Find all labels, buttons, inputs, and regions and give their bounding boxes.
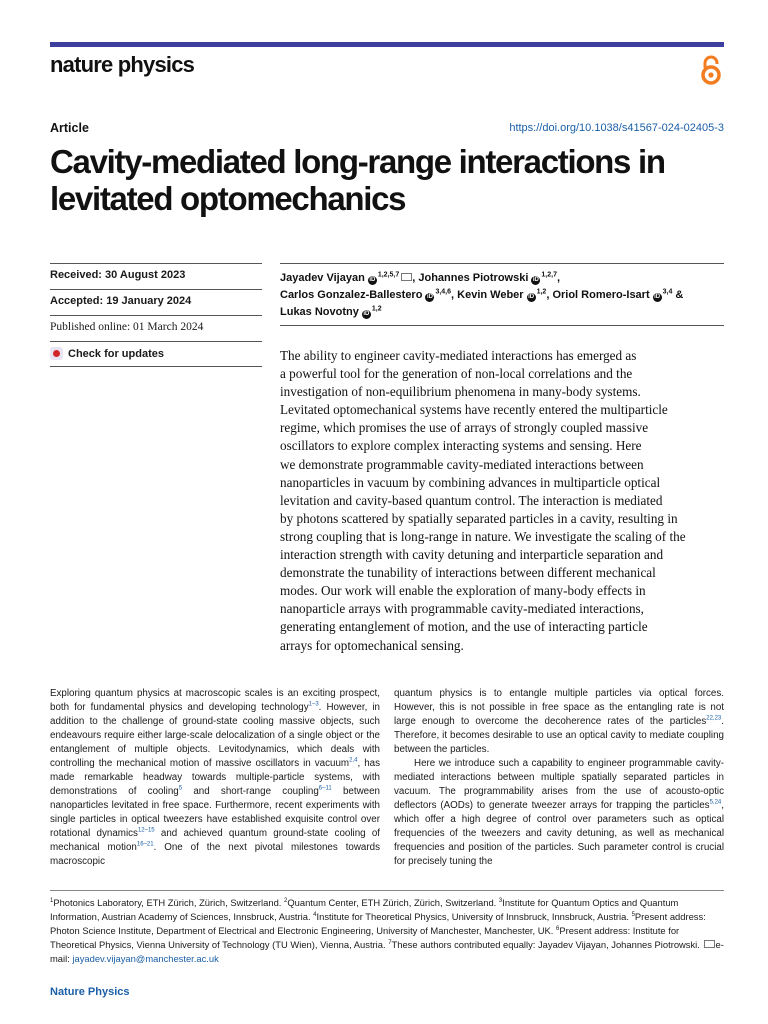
abstract-line: investigation of non-equilibrium phenomena in many-body systems.: [280, 384, 641, 400]
abstract-line: a powerful tool for the generation of non-local correlations and the: [280, 366, 633, 382]
affiliation-6: Present address: Institute for Theoretical Physics, Vienna University of Technology (TU Wien), Vienna, Austria.: [50, 925, 680, 950]
accepted-date: Accepted: 19 January 2024: [50, 289, 262, 315]
article-title: Cavity-mediated long-range interactions in levitated optomechanics: [50, 143, 665, 217]
body-paragraph: [394, 687, 724, 757]
orcid-icon[interactable]: iD: [369, 277, 376, 283]
reference-citation[interactable]: 5: [178, 785, 183, 792]
journal-name[interactable]: nature physics: [50, 52, 195, 77]
equal-contribution-note: These authors contributed equally: Jayadev Vijayan, Johannes Piotrowski.: [391, 939, 703, 950]
affiliation-2: Quantum Center, ETH Zürich, Zürich, Switzerland.: [287, 897, 499, 908]
article-metadata: [50, 263, 262, 367]
author-name[interactable]: Oriol Romero-Isart: [552, 289, 650, 301]
body-column-right: [394, 687, 724, 869]
author-name[interactable]: Kevin Weber: [457, 289, 524, 301]
affiliation-3: Institute for Quantum Optics and Quantum Information, Austrian Academy of Sciences, Innsbruck, Austria.: [50, 897, 679, 922]
abstract-line: by photons scattered by spatially separated particles in a cavity, resulting in: [280, 510, 678, 526]
affiliation-4: Institute for Theoretical Physics, University of Innsbruck, Innsbruck, Austria.: [316, 911, 632, 922]
reference-citation[interactable]: 1–3: [308, 701, 319, 708]
body-text: and short-range coupling: [182, 786, 319, 797]
body-text: Here we introduce such a capability to engineer programmable cavity-mediated interactions between multiple spatially separated particles in vacuum. The programmability arises from the use of acousto-optic deflectors (AODs) to generate tweezer arrays for trapping the particles: [394, 758, 724, 811]
abstract: [280, 347, 726, 655]
affiliation-1: Photonics Laboratory, ETH Zürich, Zürich, Switzerland.: [53, 897, 284, 908]
abstract-line: strong coupling that is long-range in nature. We investigate the scaling of the: [280, 528, 686, 544]
author-affiliation: 3,4: [662, 288, 673, 296]
journal-top-rule: [50, 42, 724, 47]
email-link[interactable]: jayadev.vijayan@manchester.ac.uk: [72, 953, 219, 964]
body-column-left: [50, 687, 380, 869]
abstract-line: modes. Our work will enable the exploration of many-body effects in: [280, 583, 646, 599]
received-date: Received: 30 August 2023: [50, 263, 262, 289]
orcid-icon[interactable]: iD: [363, 311, 370, 317]
article-type-label: Article: [50, 121, 89, 135]
abstract-line: interaction strength with cavity detuning and interparticle separation and: [280, 547, 664, 563]
body-text: . One of the next pivotal milestones towards macroscopic: [50, 842, 380, 867]
body-text: and achieved quantum ground-state cooling of mechanical motion: [50, 828, 381, 853]
body-text: Exploring quantum physics at macroscopic scales is an exciting prospect, both for fundamental physics and developing technology: [50, 688, 380, 713]
abstract-line: Levitated optomechanical systems have recently entered the multiparticle: [280, 402, 668, 418]
abstract-line: oscillators to explore complex interacting systems and sensing. Here: [280, 438, 642, 454]
open-access-icon: [698, 54, 724, 86]
email-icon: [704, 940, 715, 948]
author-name[interactable]: Carlos Gonzalez-Ballestero: [280, 289, 423, 301]
doi-link[interactable]: https://doi.org/10.1038/s41567-024-02405-3: [509, 122, 724, 134]
check-updates-label: Check for updates: [68, 347, 164, 360]
affiliation-5: Present address: Photon Science Institute, Department of Electrical and Electronic Engineering, University of Manchester, Manchester, UK.: [50, 911, 706, 936]
body-text: . However, in addition to the challenge of ground-state cooling massive objects, such endeavours require either large-scale delocalization of a single object or the entanglement of multiple objects. Levitodynamics, which deals with controlling the mechanical motion of massive oscillators in vacuum: [50, 702, 380, 769]
author-separator: ,: [451, 289, 458, 301]
published-date: Published online: 01 March 2024: [50, 315, 262, 341]
check-for-updates-button[interactable]: [50, 347, 262, 360]
reference-citation[interactable]: 16–21: [136, 841, 154, 848]
body-text: quantum physics is to entangle multiple particles via optical forces. However, this is not possible in free space as the entangling rate is not large enough to overcome the decoherence rates of the particles: [394, 688, 724, 727]
body-text: between nanoparticles levitated in free space. Furthermore, recent experiments with single particles in optical tweezers have established exquisite control over rotational dynamics: [50, 786, 381, 839]
abstract-line: regime, which promises the use of arrays of strongly coupled massive: [280, 420, 649, 436]
author-name[interactable]: Jayadev Vijayan: [280, 272, 365, 284]
body-text: , which offer a high degree of control over parameters such as optical frequencies of the tweezers and cavity detuning, as well as mechanical frequencies and position of the particles. Such parameter control is crucial for precisely tuning the: [394, 800, 724, 867]
author-affiliation: 1,2,7: [541, 271, 557, 279]
corresponding-email-icon[interactable]: [401, 273, 412, 281]
abstract-line: nanoparticle arrays with programmable cavity-mediated interactions,: [280, 601, 644, 617]
reference-citation[interactable]: 12–15: [137, 827, 155, 834]
author-name[interactable]: Johannes Piotrowski: [418, 272, 529, 284]
reference-citation[interactable]: 5,24: [709, 799, 722, 806]
reference-citation[interactable]: 22,23: [706, 715, 722, 722]
author-separator: ,: [546, 289, 553, 301]
author-name[interactable]: Lukas Novotny: [280, 306, 359, 318]
orcid-icon[interactable]: iD: [528, 294, 535, 300]
reference-citation[interactable]: 6–11: [318, 785, 332, 792]
author-separator: ,: [412, 272, 419, 284]
abstract-line: arrays for optomechanical sensing.: [280, 637, 464, 653]
orcid-icon[interactable]: iD: [654, 294, 661, 300]
check-updates-icon: [50, 347, 63, 360]
footer-journal-name[interactable]: Nature Physics: [50, 986, 130, 998]
author-affiliation: 1,2: [536, 288, 547, 296]
abstract-line: demonstrate the tunability of interactions between different mechanical: [280, 565, 656, 581]
author-affiliation: 3,4,6: [435, 288, 452, 296]
body-paragraph: [50, 687, 380, 869]
authors-divider: [280, 325, 724, 326]
orcid-icon[interactable]: iD: [532, 277, 539, 283]
abstract-line: generating entanglement of motion, and the use of interacting particle: [280, 619, 648, 635]
body-text: , has made remarkable headway towards multiple-particle systems, with demonstrations of cooling: [50, 758, 380, 797]
orcid-icon[interactable]: iD: [426, 294, 433, 300]
check-updates-row: [50, 341, 262, 367]
abstract-line: nanoparticles in vacuum by combining advances in multiparticle optical: [280, 474, 661, 490]
author-affiliation: 1,2: [371, 305, 382, 313]
author-separator: &: [672, 289, 684, 301]
footnote-rule: [50, 890, 724, 891]
affiliations-footnote: $^1$Photonics Laboratory, ETH Zürich, Zürich, Switzerland. $^2$Quantum Center, ETH Zürich, Zürich, Switzerland. $^3$Institute for Quantum Optics and Quantum Information, Austrian Academy of Sciences, Innsbruck, Austria. $^4$Institute for Theoretical Physics, University of Innsbruck, Innsbruck, Austria. $^5$Present address: Photon Science Institute, Department of Electrical and Electronic Engineering, University of Manchester, Manchester, UK. $^6$Present address: Institute for Theoretical Physics, Vienna University of Technology (TU Wien), Vienna, Austria. $^7$These authors contributed equally: Jayadev Vijayan, Johannes Piotrowski. e-mail: jayadev.vijayan@manchester.ac.uk: [50, 897, 724, 964]
author-list: [280, 263, 724, 326]
abstract-line: levitation and cavity-based quantum control. The interaction is mediated: [280, 492, 663, 508]
abstract-line: The ability to engineer cavity-mediated interactions has emerged as: [280, 348, 637, 363]
email-label: e-mail:: [50, 939, 724, 964]
author-separator: ,: [556, 272, 561, 284]
author-affiliation: 1,2,5,7: [377, 271, 400, 279]
authors-line: [280, 270, 724, 321]
abstract-line: we demonstrate programmable cavity-mediated interactions between: [280, 456, 644, 472]
reference-citation[interactable]: 2,4: [349, 757, 358, 764]
body-text: . Therefore, it becomes desirable to use an optical cavity to mediate coupling between the particles.: [394, 716, 724, 755]
body-paragraph: [394, 757, 724, 869]
